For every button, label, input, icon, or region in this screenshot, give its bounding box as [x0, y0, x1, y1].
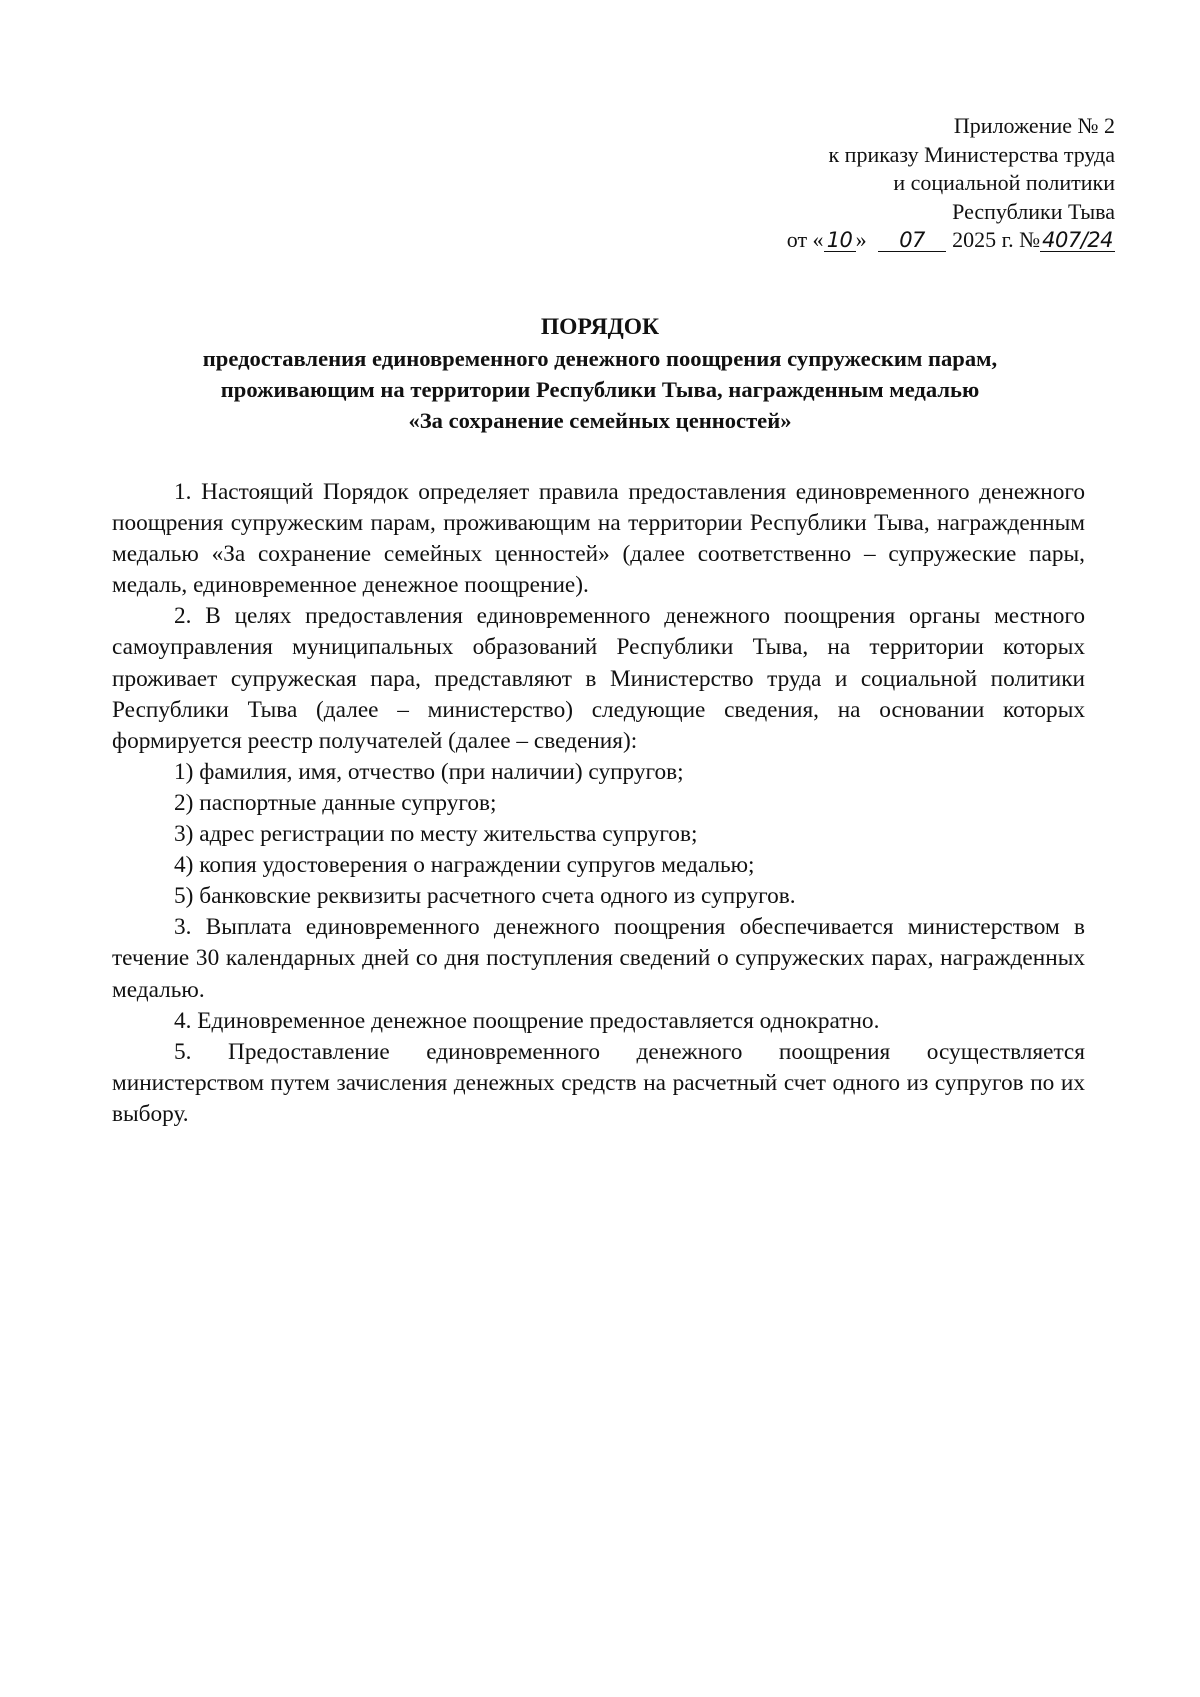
- date-prefix: от «: [786, 227, 824, 252]
- paragraph-5: 5. Предоставление единовременного денежного поощрения осуществляется министерством путем зачисления денежных средств на расчетный счет одного из супругов по их выбору.: [112, 1038, 1085, 1127]
- list-item-5: 5) банковские реквизиты расчетного счета одного из супругов.: [174, 883, 796, 910]
- appendix-number: Приложение № 2: [953, 113, 1115, 138]
- list-item-2: 2) паспортные данные супругов;: [174, 789, 497, 816]
- date-day-handwritten: 10: [824, 229, 856, 252]
- title-line-2: проживающим на территории Республики Тыва, награжденным медалью: [220, 377, 980, 402]
- paragraph-4: 4. Единовременное денежное поощрение предоставляется однократно.: [174, 1007, 880, 1034]
- appendix-header: [787, 112, 1115, 255]
- appendix-order-ref: к приказу Министерства труда: [828, 141, 1115, 167]
- paragraph-2: 2. В целях предоставления единовременного денежного поощрения органы местного самоуправления муниципальных образований Республики Тыва, на территории которых проживает супружеская пара, представляют в Министерство труда и социальной политики Республики Тыва (далее – министерство) следующие сведения, на основании которых формируется реестр получателей (далее – сведения):: [112, 603, 1085, 754]
- list-item-3: 3) адрес регистрации по месту жительства супругов;: [174, 821, 698, 848]
- title-line-1: предоставления единовременного денежного поощрения супружеским парам,: [202, 346, 998, 371]
- appendix-date-line: [787, 226, 1115, 255]
- appendix-republic-line: Республики Тыва: [952, 198, 1115, 224]
- document-body: [112, 477, 1085, 1130]
- date-month-handwritten: 07: [878, 229, 946, 252]
- list-item-4: 4) копия удостоверения о награждении супругов медалью;: [174, 852, 755, 879]
- title-line-3: «За сохранение семейных ценностей»: [408, 408, 792, 433]
- list-item-1: 1) фамилия, имя, отчество (при наличии) супругов;: [174, 758, 684, 785]
- title-main: ПОРЯДОК: [540, 314, 660, 340]
- paragraph-1: 1. Настоящий Порядок определяет правила предоставления единовременного денежного поощрения супружеским парам, проживающим на территории Республики Тыва, награжденным медалью «За сохранение семейных ценностей» (далее соответственно – супружеские пары, медаль, единовременное денежное поощрение).: [112, 479, 1085, 599]
- document-title: [110, 312, 1090, 436]
- paragraph-3: 3. Выплата единовременного денежного поощрения обеспечивается министерством в течение 30 календарных дней со дня поступления сведений о супружеских парах, награжденных медалью.: [112, 914, 1085, 1003]
- order-number-handwritten: 407/24: [1042, 228, 1113, 252]
- appendix-ministry-line: и социальной политики: [893, 170, 1115, 195]
- date-mid: »: [855, 227, 867, 252]
- date-year: 2025 г. №: [952, 227, 1041, 252]
